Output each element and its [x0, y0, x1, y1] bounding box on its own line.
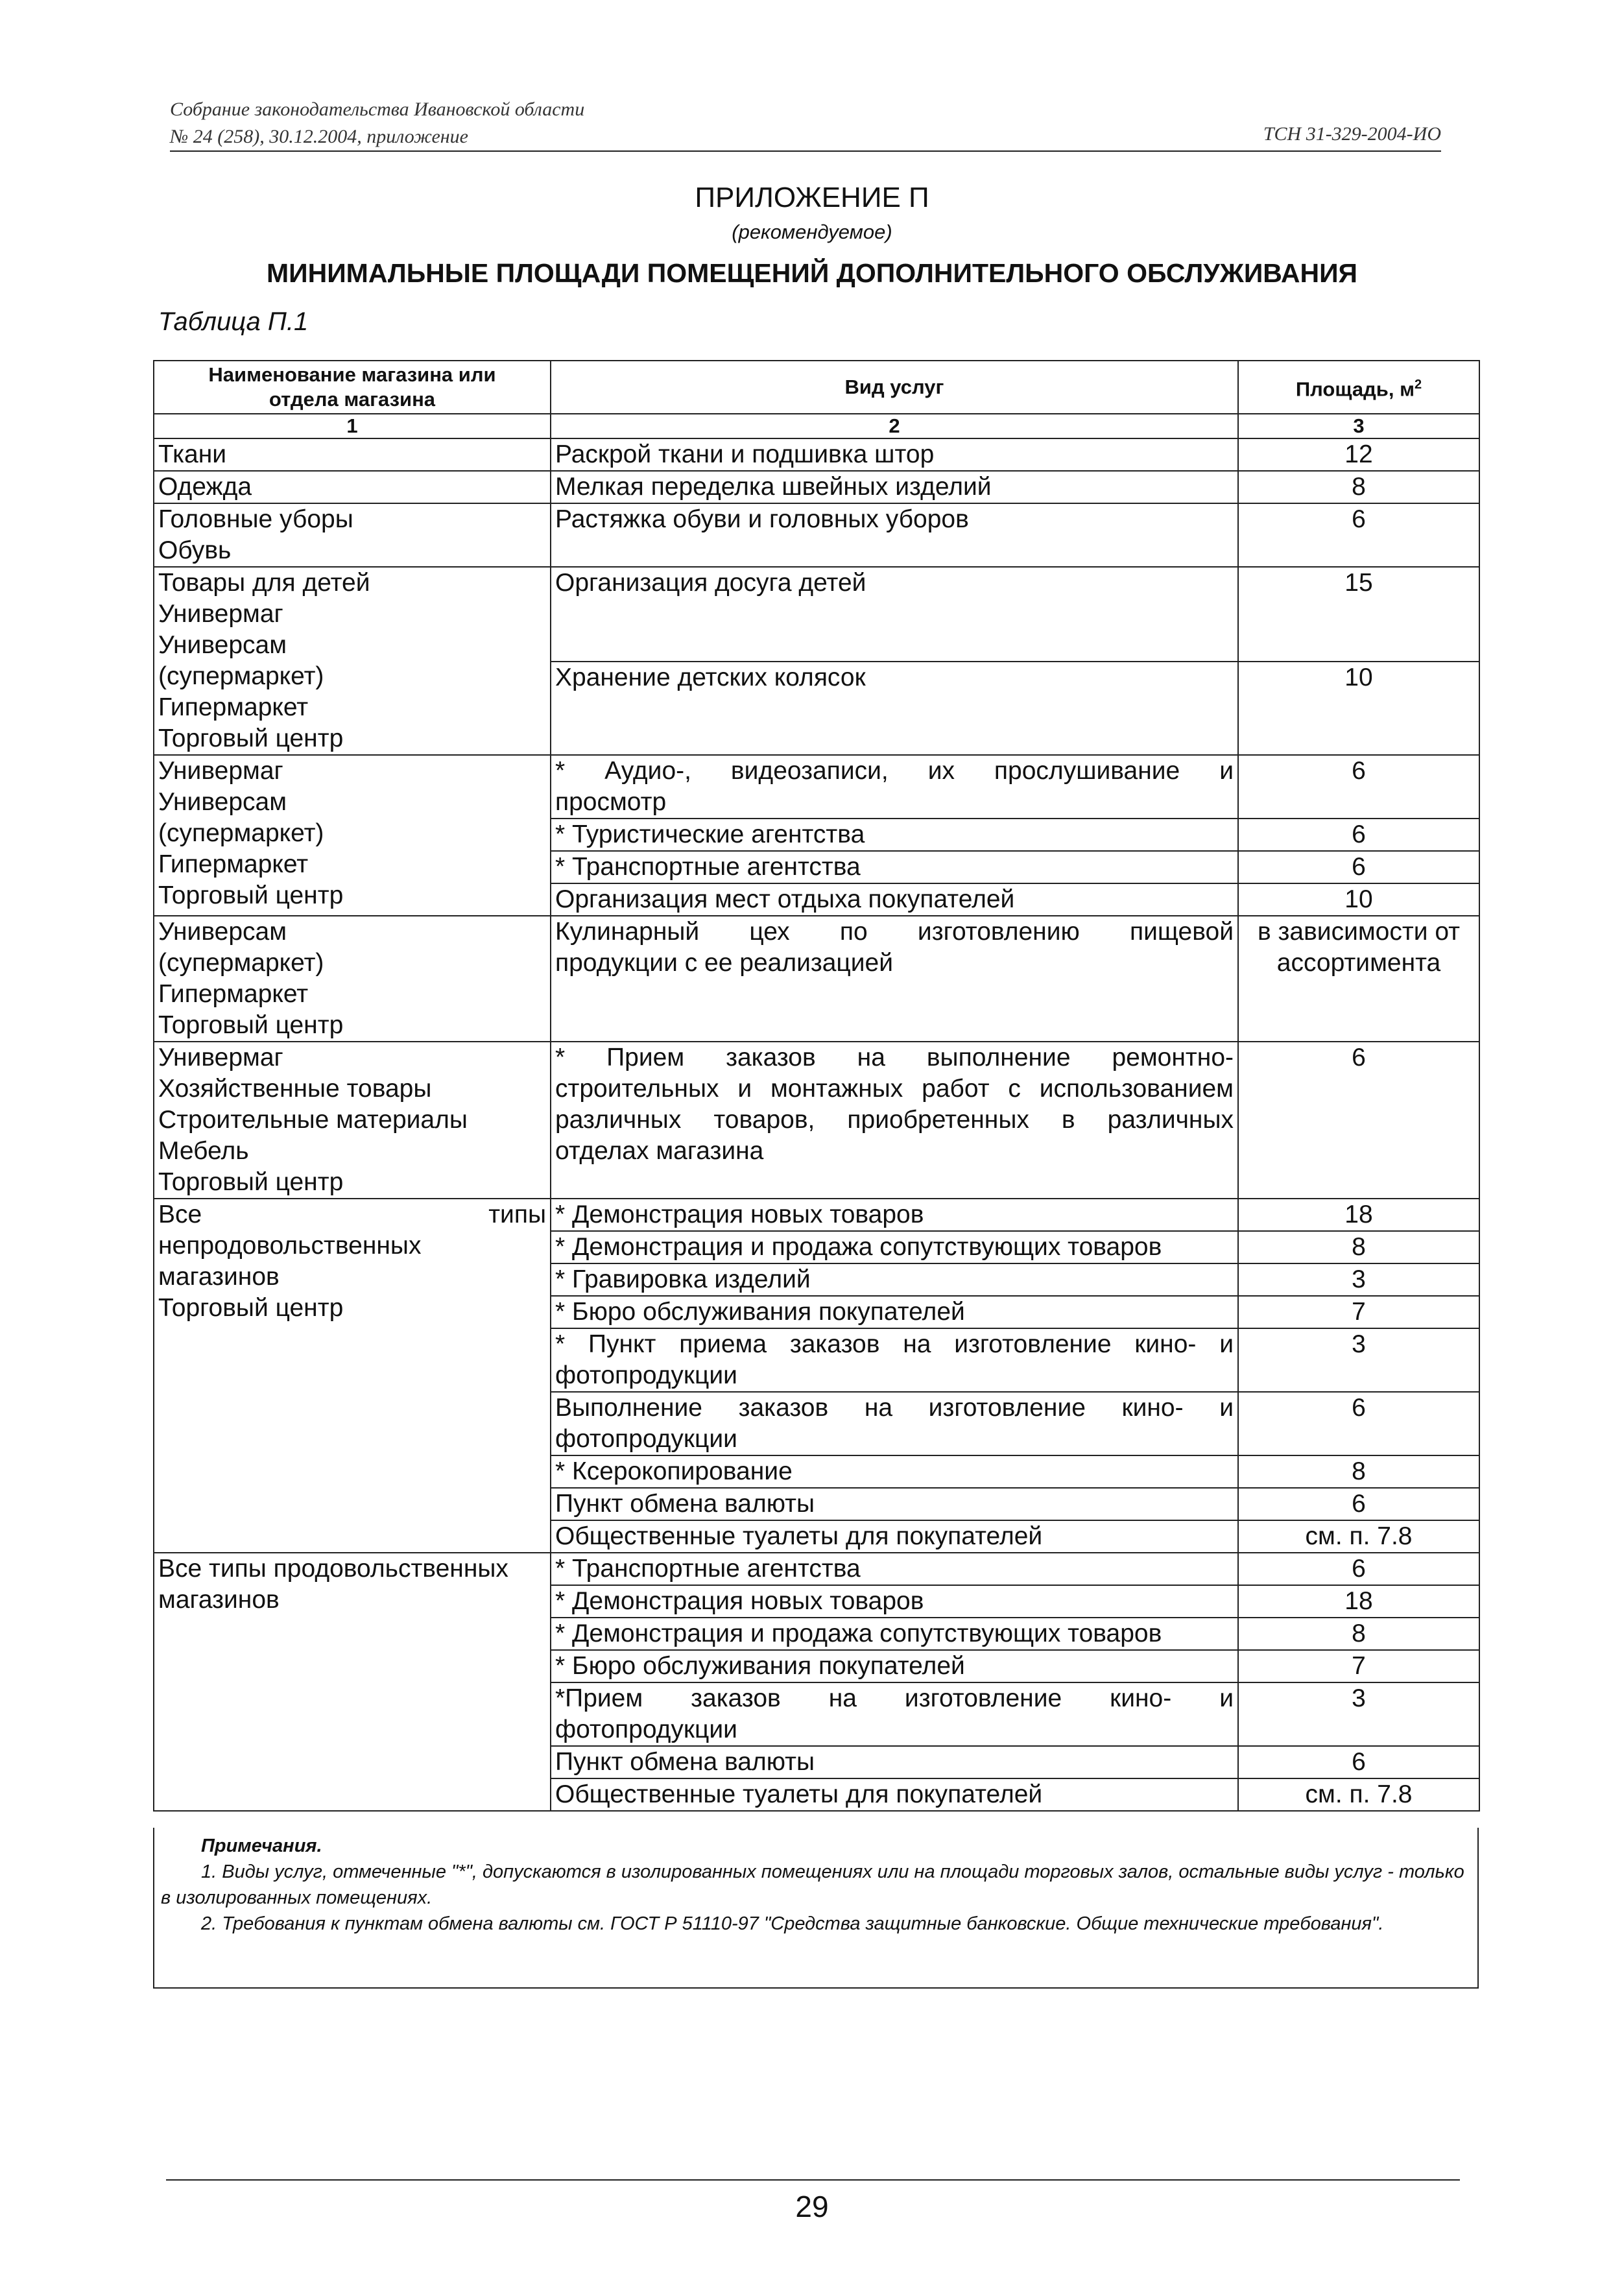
area-cell: 18: [1238, 1585, 1479, 1618]
area-cell: 6: [1238, 1042, 1479, 1199]
service-cell: Выполнение заказов на изготовление кино- и фотопродукции: [551, 1392, 1238, 1455]
area-cell: 6: [1238, 819, 1479, 851]
area-cell: 7: [1238, 1650, 1479, 1682]
area-cell: 15: [1238, 567, 1479, 662]
area-table: [153, 360, 1480, 1812]
table-row: [154, 438, 1479, 471]
area-cell: 12: [1238, 438, 1479, 471]
shop-cell: Ткани: [154, 438, 551, 471]
column-header-service: Вид услуг: [551, 361, 1238, 414]
running-header: [170, 96, 584, 150]
service-cell: Организация досуга детей: [551, 567, 1238, 662]
area-cell: 18: [1238, 1199, 1479, 1231]
service-cell: * Бюро обслуживания покупателей: [551, 1296, 1238, 1328]
page-number: 29: [795, 2190, 829, 2223]
page-title: МИНИМАЛЬНЫЕ ПЛОЩАДИ ПОМЕЩЕНИЙ ДОПОЛНИТЕЛЬНОГО ОБСЛУЖИВАНИЯ: [266, 258, 1358, 288]
column-header-shop: Наименование магазина или отдела магазина: [154, 361, 551, 414]
service-cell: * Бюро обслуживания покупателей: [551, 1650, 1238, 1682]
table-row: [154, 503, 1479, 567]
service-cell: * Пункт приема заказов на изготовление кино- и фотопродукции: [551, 1328, 1238, 1392]
table-header-row: [154, 361, 1479, 414]
shop-cell: Все типы непродовольственных магазинов Торговый центр: [154, 1199, 551, 1553]
service-cell: Кулинарный цех по изготовлению пищевой продукции с ее реализацией: [551, 916, 1238, 1042]
column-header-area: Площадь, $м^2$: [1238, 361, 1479, 414]
appendix-status: (рекомендуемое): [732, 221, 892, 243]
area-cell: 8: [1238, 471, 1479, 503]
table-row: [154, 1199, 1479, 1231]
service-cell: * Демонстрация новых товаров: [551, 1585, 1238, 1618]
notes-heading: Примечания.: [201, 1836, 322, 1856]
service-cell: * Аудио-, видеозаписи, их прослушивание и просмотр: [551, 755, 1238, 819]
area-cell: 10: [1238, 662, 1479, 755]
service-cell: Общественные туалеты для покупателей: [551, 1520, 1238, 1553]
note-1: 1. Виды услуг, отмеченные "*", допускаются в изолированных помещениях или на площади торговых залов, остальные виды услуг - только в изолированных помещениях.: [161, 1861, 1464, 1908]
area-cell: 3: [1238, 1682, 1479, 1746]
note-2: 2. Требования к пунктам обмена валюты см. ГОСТ Р 51110-97 "Средства защитные банковские. Общие технические требования".: [201, 1913, 1384, 1934]
service-cell: Раскрой ткани и подшивка штор: [551, 438, 1238, 471]
area-cell: 8: [1238, 1231, 1479, 1263]
shop-cell: Универмаг Хозяйственные товары Строительные материалы Мебель Торговый центр: [154, 1042, 551, 1199]
shop-cell: Товары для детей Универмаг Универсам (супермаркет) Гипермаркет Торговый центр: [154, 567, 551, 755]
column-number-row: 1 2 3: [154, 414, 1479, 438]
shop-cell: Головные уборы Обувь: [154, 503, 551, 567]
service-cell: Организация мест отдыха покупателей: [551, 883, 1238, 916]
table-row: [154, 471, 1479, 503]
service-cell: Хранение детских колясок: [551, 662, 1238, 755]
header-collection-title: Собрание законодательства Ивановской области: [170, 99, 585, 120]
table-row: [154, 916, 1479, 1042]
shop-cell: Универсам (супермаркет) Гипермаркет Торговый центр: [154, 916, 551, 1042]
table-row: [154, 1553, 1479, 1585]
area-cell: см. п. 7.8: [1238, 1520, 1479, 1553]
area-cell: 6: [1238, 851, 1479, 883]
area-cell: 3: [1238, 1263, 1479, 1296]
header-rule: [170, 150, 1441, 152]
shop-cell: Все типы продовольственных магазинов: [154, 1553, 551, 1811]
area-cell: в зависимости от ассортимента: [1238, 916, 1479, 1042]
table-row: [154, 567, 1479, 662]
area-cell: 8: [1238, 1455, 1479, 1488]
table-row: [154, 1042, 1479, 1199]
area-cell: 6: [1238, 1553, 1479, 1585]
shop-cell: Универмаг Универсам (супермаркет) Гипермаркет Торговый центр: [154, 755, 551, 916]
area-cell: 6: [1238, 755, 1479, 819]
service-cell: * Транспортные агентства: [551, 851, 1238, 883]
service-cell: * Гравировка изделий: [551, 1263, 1238, 1296]
table-notes: [153, 1828, 1479, 1989]
area-cell: 8: [1238, 1618, 1479, 1650]
shop-cell: Одежда: [154, 471, 551, 503]
table-label: Таблица П.1: [158, 307, 309, 336]
header-document-code: ТСН 31-329-2004-ИО: [1263, 123, 1441, 145]
service-cell: Пункт обмена валюты: [551, 1746, 1238, 1778]
service-cell: * Ксерокопирование: [551, 1455, 1238, 1488]
area-cell: 6: [1238, 1392, 1479, 1455]
footer-rule: [166, 2179, 1460, 2181]
area-cell: см. п. 7.8: [1238, 1778, 1479, 1811]
service-cell: Пункт обмена валюты: [551, 1488, 1238, 1520]
area-cell: 10: [1238, 883, 1479, 916]
service-cell: * Транспортные агентства: [551, 1553, 1238, 1585]
service-cell: * Демонстрация новых товаров: [551, 1199, 1238, 1231]
service-cell: Растяжка обуви и головных уборов: [551, 503, 1238, 567]
service-cell: * Туристические агентства: [551, 819, 1238, 851]
service-cell: * Прием заказов на выполнение ремонтно- строительных и монтажных работ с использованием различных товаров, приобретенных в различных отделах магазина: [551, 1042, 1238, 1199]
area-cell: 6: [1238, 1746, 1479, 1778]
service-cell: Мелкая переделка швейных изделий: [551, 471, 1238, 503]
service-cell: * Демонстрация и продажа сопутствующих товаров: [551, 1231, 1238, 1263]
table-row: [154, 755, 1479, 819]
area-cell: 6: [1238, 1488, 1479, 1520]
service-cell: * Демонстрация и продажа сопутствующих товаров: [551, 1618, 1238, 1650]
area-cell: 6: [1238, 503, 1479, 567]
area-cell: 3: [1238, 1328, 1479, 1392]
service-cell: *Прием заказов на изготовление кино- и фотопродукции: [551, 1682, 1238, 1746]
area-cell: 7: [1238, 1296, 1479, 1328]
service-cell: Общественные туалеты для покупателей: [551, 1778, 1238, 1811]
appendix-heading: ПРИЛОЖЕНИЕ П: [695, 182, 929, 213]
header-issue: № 24 (258), 30.12.2004, приложение: [170, 126, 468, 147]
